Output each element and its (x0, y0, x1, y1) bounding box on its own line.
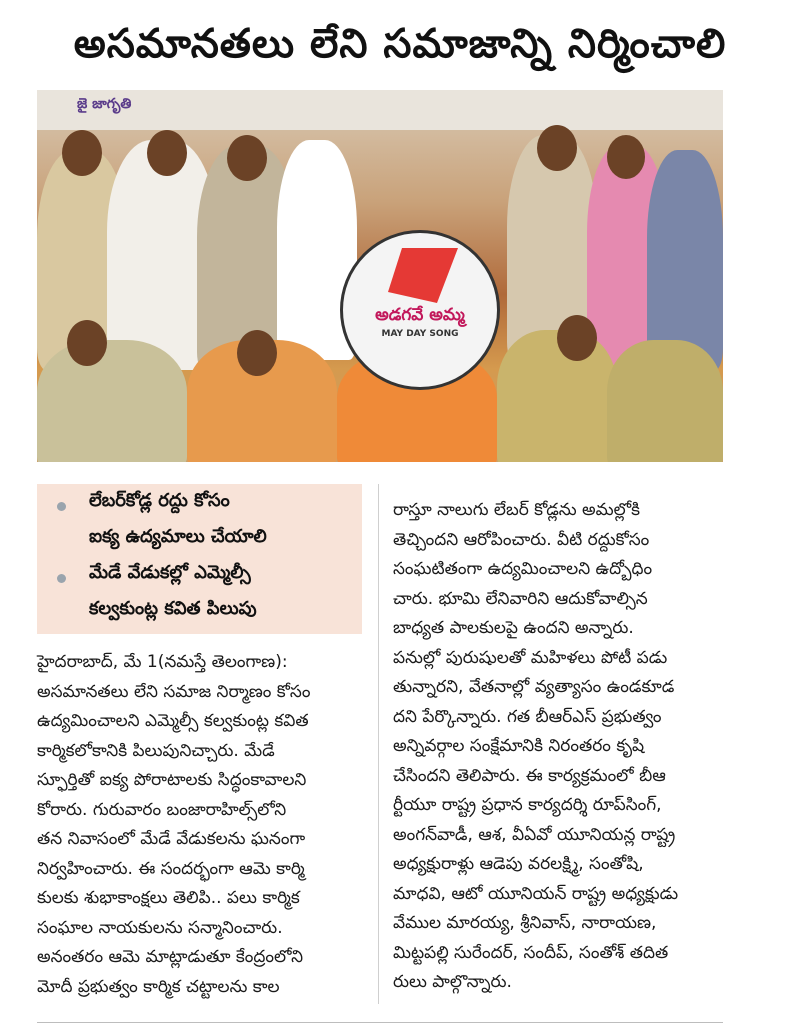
bullet-icon (57, 502, 66, 511)
disc-emblem-icon (388, 248, 458, 303)
disc-subtitle: MAY DAY SONG (381, 329, 459, 339)
article-line: సంఘాల నాయకులను సన్మానించారు. (37, 917, 283, 938)
bottom-divider (37, 1022, 723, 1023)
crowd-figure (37, 340, 187, 462)
article-line: రాస్తూ నాలుగు లేబర్ కోడ్లను అమల్లోకి (393, 500, 641, 520)
face (67, 320, 107, 366)
article-line: మిట్టపల్లి సురేందర్, సందీప్, సంతోశ్ తదిత (393, 942, 669, 963)
article-line: అన్నివర్గాల సంక్షేమానికి నిరంతరం కృషి (393, 736, 645, 756)
article-line: అనంతరం ఆమె మాట్లాడుతూ కేంద్రంలోని (37, 947, 304, 967)
article-line: నిర్వహించారు. ఈ సందర్భంగా ఆమె కార్మి (37, 858, 305, 879)
photo-banner (37, 90, 723, 130)
column-divider (378, 484, 379, 1004)
face (237, 330, 277, 376)
bullet-icon (57, 574, 66, 583)
article-line: మోదీ ప్రభుత్వం కార్మిక చట్టాలను కాల (37, 976, 280, 997)
crowd-figure (647, 150, 723, 370)
face (537, 125, 577, 171)
article-line: పనుల్లో పురుషులతో మహిళలు పోటీ పడు (393, 647, 668, 668)
article-line: ర్టీయూ రాష్ట్ర ప్రధాన కార్యదర్శి రూప్‌సింగ్, (393, 795, 662, 815)
crowd-figure (607, 340, 723, 462)
face (607, 135, 645, 179)
article-line: ఉద్యమించాలని ఎమ్మెల్సీ కల్వకుంట్ల కవిత (37, 711, 309, 731)
article-column-left (37, 648, 367, 1002)
article-line: దని పేర్కొన్నారు. గత బీఆర్‌ఎస్ ప్రభుత్వం (393, 706, 662, 727)
article-line: చారు. భూమి లేనివారిని ఆదుకోవాల్సిన (393, 588, 648, 609)
article-line: హైదరాబాద్, మే 1(నమస్తే తెలంగాణ): (37, 652, 288, 672)
face (62, 130, 102, 176)
article-line: కోరారు. గురువారం బంజారాహిల్స్‌లోని (37, 799, 287, 820)
news-photo (37, 90, 723, 462)
highlight-line: కల్వకుంట్ల కవిత పిలుపు (89, 598, 257, 619)
face (147, 130, 187, 176)
article-line: రులు పాల్గొన్నారు. (393, 972, 512, 992)
article-line: కార్మికలోకానికి పిలుపునిచ్చారు. మేడే (37, 740, 275, 761)
article-column-right (393, 496, 723, 998)
article-line: తెచ్చిందని ఆరోపించారు. వీటి రద్దుకోసం (393, 529, 650, 550)
article-line: వేముల మారయ్య, శ్రీనివాస్, నారాయణ, (393, 913, 657, 933)
face (557, 315, 597, 361)
article-line: అసమానతలు లేని సమాజ నిర్మాణం కోసం (37, 681, 311, 702)
disc-title: అడగవే అమ్మ (375, 305, 465, 325)
article-line: తున్నారని, వేతనాల్లో వ్యత్యాసం ఉండకూడ (393, 677, 675, 697)
article-line: బాధ్యత పాలకులపై ఉందని అన్నారు. (393, 618, 634, 638)
article-line: కులకు శుభాకాంక్షలు తెలిపి.. పలు కార్మిక (37, 888, 300, 908)
highlight-line: లేబర్‌కోడ్ల రద్దు కోసం (89, 490, 230, 511)
article-line: మాధవి, ఆటో యూనియన్ రాష్ట్ర అధ్యక్షుడు (393, 883, 679, 904)
banner-text: జై జాగృతి (77, 96, 132, 112)
album-disc (340, 230, 500, 390)
article-line: తన నివాసంలో మేడే వేడుకలను ఘనంగా (37, 829, 306, 849)
highlight-line: ఐక్య ఉద్యమాలు చేయాలి (89, 526, 267, 547)
article-line: స్ఫూర్తితో ఐక్య పోరాటాలకు సిద్ధంకావాలని (37, 770, 307, 790)
face (227, 135, 267, 181)
article-line: సంఘటితంగా ఉద్యమించాలని ఉద్బోధిం (393, 559, 653, 579)
highlight-line: మేడే వేడుకల్లో ఎమ్మెల్సీ (89, 562, 251, 583)
article-line: అంగన్‌వాడీ, ఆశ, వీఏవో యూనియన్ల రాష్ట్ర (393, 824, 676, 845)
headline: అసమానతలు లేని సమాజాన్ని నిర్మించాలి (73, 21, 727, 67)
crowd-figure (497, 330, 617, 462)
article-line: చేసిందని తెలిపారు. ఈ కార్యక్రమంలో బీఆ (393, 765, 666, 786)
highlights-box (37, 484, 362, 634)
article-line: అధ్యక్షురాళ్లు ఆడెపు వరలక్ష్మి, సంతోషి, (393, 854, 644, 874)
